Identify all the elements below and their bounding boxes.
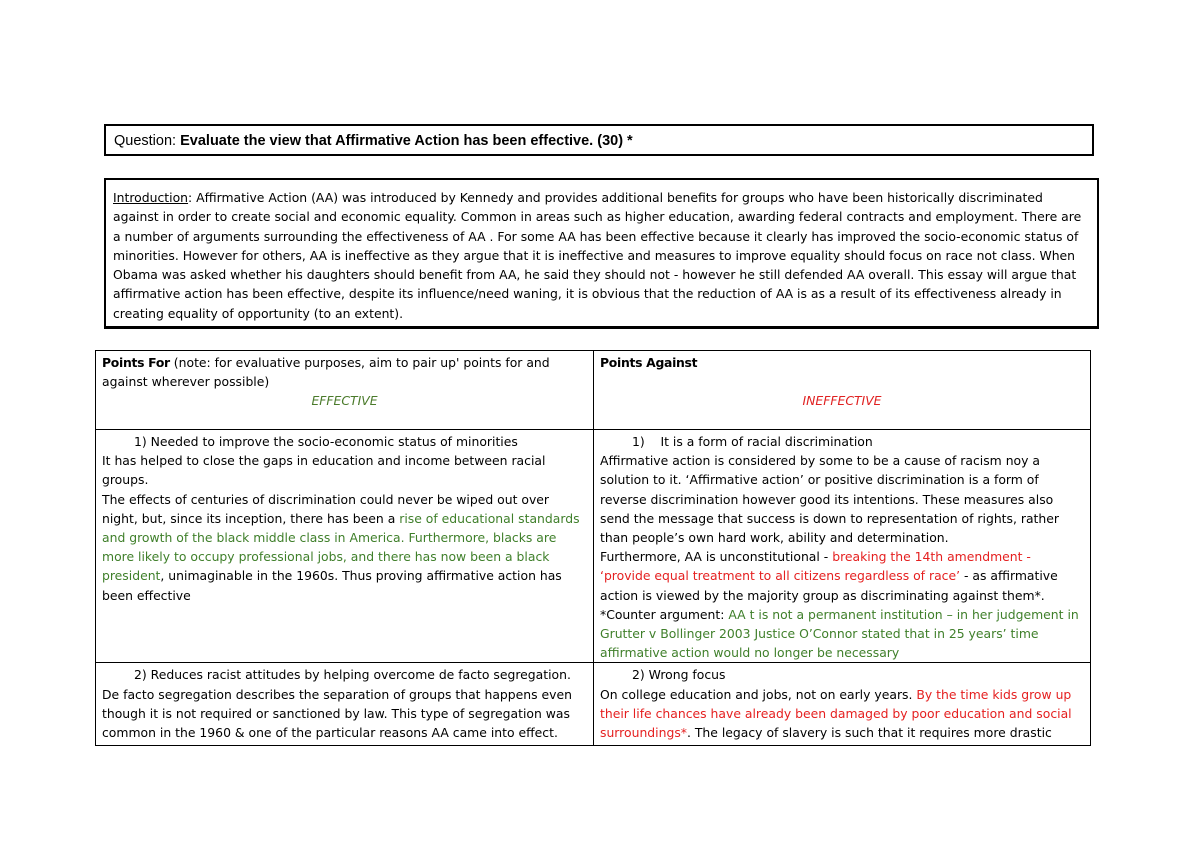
against-point-2-text: On college education and jobs, not on early years. <box>600 686 917 702</box>
points-for-note: (note: for evaluative purposes, aim to pair up' points for and against wherever possible) <box>102 355 550 390</box>
against-point-1 <box>594 430 1091 663</box>
table-row <box>96 663 1091 746</box>
against-point-2 <box>594 663 1091 746</box>
for-point-1-p2-text: The effects of centuries of discrimination could never be wiped out over night, but, since its inception, there has been a <box>102 491 550 526</box>
points-for-header <box>96 351 594 430</box>
points-against-title: Points Against <box>600 355 698 370</box>
for-point-2 <box>96 663 594 746</box>
against-point-1-heading <box>600 432 1084 451</box>
for-point-1 <box>96 430 594 663</box>
for-point-2-p1: De facto segregation describes the separation of groups that happens even though it is not required or sanctioned by law. This type of segregation was common in the 1960 & one of the particular reasons AA came into effect. <box>102 686 572 741</box>
against-point-1-p2-end: - as affirmative action is viewed by the majority group as discriminating against them*. <box>600 568 1058 603</box>
counter-argument-label: *Counter argument: <box>600 606 729 622</box>
against-point-1-amendment: breaking the 14th amendment - ‘provide equal treatment to all citizens regardless of race’ <box>600 549 1031 584</box>
for-point-1-p1: It has helped to close the gaps in education and income between racial groups. <box>102 453 546 488</box>
introduction-text: : Affirmative Action (AA) was introduced by Kennedy and provides additional benefits for groups who have been historically discriminated against in order to create social and economic equality. Common in areas such as higher education, awarding federal contracts and employment. There are a number of arguments surrounding the effectiveness of AA . For some AA has been effective because it clearly has improved the socio-economic status of minorities. However for others, AA is ineffective as they argue that it is ineffective and measures to improve equality should focus on race not class. When Obama was asked whether his daughters should benefit from AA, he said they should not - however he still defended AA overall. This essay will argue that affirmative action has been effective, despite its influence/need waning, it is obvious that the reduction of AA is as a result of its effectiveness already in creating equality of opportunity (to an extent). <box>113 190 1082 321</box>
introduction-label: Introduction <box>113 190 189 205</box>
ineffective-tag: INEFFECTIVE <box>802 393 882 409</box>
points-for-title: Points For <box>102 355 170 370</box>
for-point-2-heading: 2) Reduces racist attitudes by helping overcome de facto segregation. <box>134 667 571 683</box>
table-header-row <box>96 351 1091 430</box>
against-point-2-heading: 2) Wrong focus <box>632 667 726 683</box>
against-point-2-highlight: By the time kids grow up their life chances have already been damaged by poor education and social surroundings* <box>600 686 1072 741</box>
counter-argument-text: AA t is not a permanent institution – in her judgement in Grutter v Bollinger 2003 Justice O’Connor stated that in 25 years’ time affirmative action would no longer be necessary <box>600 606 1079 661</box>
for-point-1-conclusion: , unimaginable in the 1960s. Thus proving affirmative action has been effective <box>102 568 562 603</box>
against-point-1-p2-text: Furthermore, AA is unconstitutional - <box>600 549 833 565</box>
against-point-1-title: It is a form of racial discrimination <box>660 434 873 449</box>
for-point-1-evidence: rise of educational standards and growth of the black middle class in America. Furthermore, blacks are more likely to occupy professional jobs, and there has now been a black president <box>102 510 580 584</box>
for-point-1-heading: 1) Needed to improve the socio-economic status of minorities <box>134 434 518 449</box>
points-table <box>95 350 1091 746</box>
against-point-1-p2 <box>600 547 1084 605</box>
for-point-1-p2 <box>102 490 587 605</box>
question-box <box>104 124 1094 156</box>
table-row <box>96 430 1091 663</box>
effective-tag: EFFECTIVE <box>311 393 378 409</box>
against-point-2-end: . The legacy of slavery is such that it requires more drastic <box>686 725 1052 741</box>
against-point-1-p1: Affirmative action is considered by some to be a cause of racism noy a solution to it. ‘Affirmative action’ or positive discrimination is a form of reverse discrimination however good its intentions. These measures also send the message that success is down to representation of rights, rather than people’s own hard work, ability and determination. <box>600 453 1059 546</box>
against-point-2-p1 <box>600 685 1084 743</box>
against-point-1-number: 1) <box>632 434 645 449</box>
against-point-1-p3 <box>600 605 1084 663</box>
points-against-header <box>594 351 1091 430</box>
introduction-box <box>104 178 1099 329</box>
question-text: Evaluate the view that Affirmative Action has been effective. (30) * <box>180 133 633 149</box>
question-label: Question: <box>114 133 177 149</box>
